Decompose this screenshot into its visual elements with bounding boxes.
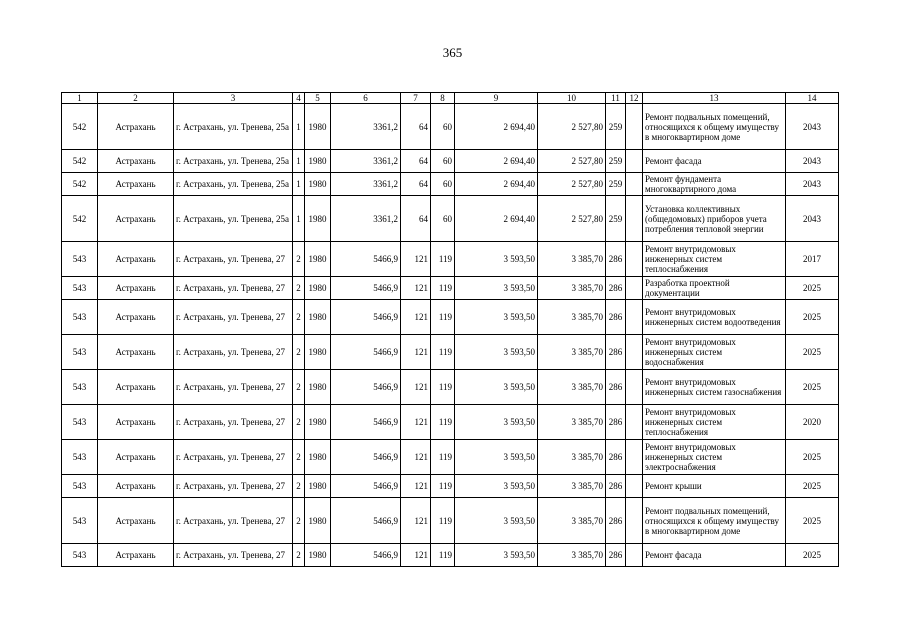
column-9-cell: 3 593,50 xyxy=(455,300,538,335)
row-number-cell: 543 xyxy=(62,300,98,335)
year-cell: 1980 xyxy=(305,335,331,370)
work-type-cell: Ремонт внутридомовых инженерных систем теплоснабжения xyxy=(643,405,786,440)
row-number-cell: 543 xyxy=(62,498,98,544)
column-9-cell: 3 593,50 xyxy=(455,440,538,475)
column-7-cell: 64 xyxy=(401,173,431,196)
floors-cell: 2 xyxy=(293,405,305,440)
row-number-cell: 542 xyxy=(62,150,98,173)
floors-cell: 2 xyxy=(293,370,305,405)
column-9-cell: 2 694,40 xyxy=(455,150,538,173)
column-header: 2 xyxy=(98,93,174,104)
address-cell: г. Астрахань, ул. Тренева, 27 xyxy=(174,498,293,544)
table-row xyxy=(62,173,839,196)
column-10-cell: 3 385,70 xyxy=(538,544,606,567)
year-cell: 1980 xyxy=(305,405,331,440)
work-type-cell: Разработка проектной документации xyxy=(643,277,786,300)
column-7-cell: 121 xyxy=(401,440,431,475)
term-year-cell: 2025 xyxy=(786,335,839,370)
address-cell: г. Астрахань, ул. Тренева, 27 xyxy=(174,335,293,370)
column-8-cell: 119 xyxy=(431,405,455,440)
column-8-cell: 119 xyxy=(431,544,455,567)
city-cell: Астрахань xyxy=(98,300,174,335)
column-11-cell: 286 xyxy=(606,440,626,475)
area-cell: 5466,9 xyxy=(331,475,401,498)
year-cell: 1980 xyxy=(305,277,331,300)
work-type-cell: Ремонт подвальных помещений, относящихся к общему имуществу в многоквартирном доме xyxy=(643,498,786,544)
work-type-cell: Ремонт внутридомовых инженерных систем водоснабжения xyxy=(643,335,786,370)
column-8-cell: 60 xyxy=(431,196,455,242)
column-11-cell: 286 xyxy=(606,277,626,300)
row-number-cell: 542 xyxy=(62,196,98,242)
address-cell: г. Астрахань, ул. Тренева, 25а xyxy=(174,173,293,196)
column-10-cell: 2 527,80 xyxy=(538,173,606,196)
column-7-cell: 121 xyxy=(401,370,431,405)
year-cell: 1980 xyxy=(305,300,331,335)
column-12-cell xyxy=(626,544,643,567)
row-number-cell: 543 xyxy=(62,544,98,567)
column-12-cell xyxy=(626,242,643,277)
floors-cell: 2 xyxy=(293,300,305,335)
column-10-cell: 3 385,70 xyxy=(538,300,606,335)
column-7-cell: 64 xyxy=(401,196,431,242)
year-cell: 1980 xyxy=(305,475,331,498)
column-11-cell: 286 xyxy=(606,475,626,498)
area-cell: 3361,2 xyxy=(331,104,401,150)
table-row xyxy=(62,150,839,173)
work-type-cell: Ремонт внутридомовых инженерных систем газоснабжения xyxy=(643,370,786,405)
column-7-cell: 121 xyxy=(401,242,431,277)
year-cell: 1980 xyxy=(305,370,331,405)
column-11-cell: 259 xyxy=(606,150,626,173)
floors-cell: 2 xyxy=(293,242,305,277)
column-9-cell: 3 593,50 xyxy=(455,405,538,440)
term-year-cell: 2020 xyxy=(786,405,839,440)
year-cell: 1980 xyxy=(305,104,331,150)
column-8-cell: 119 xyxy=(431,335,455,370)
column-8-cell: 119 xyxy=(431,242,455,277)
table-row xyxy=(62,405,839,440)
column-12-cell xyxy=(626,300,643,335)
term-year-cell: 2025 xyxy=(786,475,839,498)
floors-cell: 1 xyxy=(293,150,305,173)
column-10-cell: 2 527,80 xyxy=(538,150,606,173)
term-year-cell: 2043 xyxy=(786,173,839,196)
city-cell: Астрахань xyxy=(98,104,174,150)
column-12-cell xyxy=(626,173,643,196)
term-year-cell: 2025 xyxy=(786,300,839,335)
area-cell: 5466,9 xyxy=(331,370,401,405)
floors-cell: 2 xyxy=(293,544,305,567)
city-cell: Астрахань xyxy=(98,498,174,544)
column-8-cell: 119 xyxy=(431,440,455,475)
floors-cell: 1 xyxy=(293,196,305,242)
work-type-cell: Ремонт фасада xyxy=(643,150,786,173)
area-cell: 3361,2 xyxy=(331,173,401,196)
column-header: 13 xyxy=(643,93,786,104)
area-cell: 5466,9 xyxy=(331,300,401,335)
column-9-cell: 3 593,50 xyxy=(455,544,538,567)
column-8-cell: 119 xyxy=(431,300,455,335)
column-12-cell xyxy=(626,370,643,405)
column-header: 8 xyxy=(431,93,455,104)
column-11-cell: 286 xyxy=(606,370,626,405)
table-body xyxy=(62,104,839,567)
table-row xyxy=(62,242,839,277)
row-number-cell: 543 xyxy=(62,277,98,300)
column-7-cell: 121 xyxy=(401,544,431,567)
column-9-cell: 2 694,40 xyxy=(455,104,538,150)
column-11-cell: 286 xyxy=(606,405,626,440)
column-10-cell: 3 385,70 xyxy=(538,440,606,475)
address-cell: г. Астрахань, ул. Тренева, 27 xyxy=(174,242,293,277)
term-year-cell: 2017 xyxy=(786,242,839,277)
column-11-cell: 259 xyxy=(606,196,626,242)
work-type-cell: Ремонт внутридомовых инженерных систем электроснабжения xyxy=(643,440,786,475)
column-header: 10 xyxy=(538,93,606,104)
table-row xyxy=(62,335,839,370)
year-cell: 1980 xyxy=(305,544,331,567)
column-7-cell: 121 xyxy=(401,498,431,544)
area-cell: 5466,9 xyxy=(331,498,401,544)
row-number-cell: 543 xyxy=(62,242,98,277)
term-year-cell: 2025 xyxy=(786,498,839,544)
column-7-cell: 121 xyxy=(401,405,431,440)
column-11-cell: 286 xyxy=(606,498,626,544)
floors-cell: 1 xyxy=(293,104,305,150)
column-12-cell xyxy=(626,196,643,242)
address-cell: г. Астрахань, ул. Тренева, 25а xyxy=(174,196,293,242)
work-type-cell: Ремонт фасада xyxy=(643,544,786,567)
table-row xyxy=(62,196,839,242)
column-8-cell: 60 xyxy=(431,173,455,196)
area-cell: 5466,9 xyxy=(331,335,401,370)
address-cell: г. Астрахань, ул. Тренева, 27 xyxy=(174,405,293,440)
column-8-cell: 119 xyxy=(431,475,455,498)
column-9-cell: 3 593,50 xyxy=(455,242,538,277)
row-number-cell: 542 xyxy=(62,104,98,150)
column-11-cell: 286 xyxy=(606,335,626,370)
column-7-cell: 121 xyxy=(401,475,431,498)
column-12-cell xyxy=(626,150,643,173)
column-9-cell: 3 593,50 xyxy=(455,335,538,370)
column-12-cell xyxy=(626,498,643,544)
column-10-cell: 3 385,70 xyxy=(538,498,606,544)
city-cell: Астрахань xyxy=(98,370,174,405)
city-cell: Астрахань xyxy=(98,475,174,498)
column-11-cell: 286 xyxy=(606,544,626,567)
address-cell: г. Астрахань, ул. Тренева, 27 xyxy=(174,277,293,300)
address-cell: г. Астрахань, ул. Тренева, 25а xyxy=(174,104,293,150)
column-10-cell: 3 385,70 xyxy=(538,242,606,277)
table-row xyxy=(62,104,839,150)
city-cell: Астрахань xyxy=(98,335,174,370)
term-year-cell: 2025 xyxy=(786,544,839,567)
column-10-cell: 2 527,80 xyxy=(538,104,606,150)
column-9-cell: 3 593,50 xyxy=(455,370,538,405)
row-number-cell: 543 xyxy=(62,475,98,498)
work-type-cell: Ремонт внутридомовых инженерных систем теплоснабжения xyxy=(643,242,786,277)
column-header: 11 xyxy=(606,93,626,104)
column-10-cell: 3 385,70 xyxy=(538,475,606,498)
column-10-cell: 3 385,70 xyxy=(538,370,606,405)
column-header: 5 xyxy=(305,93,331,104)
city-cell: Астрахань xyxy=(98,173,174,196)
city-cell: Астрахань xyxy=(98,440,174,475)
floors-cell: 1 xyxy=(293,173,305,196)
table-row xyxy=(62,498,839,544)
row-number-cell: 543 xyxy=(62,335,98,370)
floors-cell: 2 xyxy=(293,277,305,300)
area-cell: 5466,9 xyxy=(331,544,401,567)
column-11-cell: 286 xyxy=(606,242,626,277)
year-cell: 1980 xyxy=(305,150,331,173)
row-number-cell: 543 xyxy=(62,405,98,440)
column-8-cell: 119 xyxy=(431,277,455,300)
term-year-cell: 2025 xyxy=(786,277,839,300)
column-12-cell xyxy=(626,440,643,475)
column-10-cell: 3 385,70 xyxy=(538,405,606,440)
column-9-cell: 3 593,50 xyxy=(455,475,538,498)
table-row xyxy=(62,370,839,405)
header-row xyxy=(62,93,839,104)
table-row xyxy=(62,475,839,498)
city-cell: Астрахань xyxy=(98,150,174,173)
column-header: 9 xyxy=(455,93,538,104)
term-year-cell: 2043 xyxy=(786,196,839,242)
column-header: 3 xyxy=(174,93,293,104)
column-12-cell xyxy=(626,104,643,150)
year-cell: 1980 xyxy=(305,242,331,277)
address-cell: г. Астрахань, ул. Тренева, 27 xyxy=(174,370,293,405)
floors-cell: 2 xyxy=(293,475,305,498)
year-cell: 1980 xyxy=(305,440,331,475)
city-cell: Астрахань xyxy=(98,277,174,300)
column-8-cell: 119 xyxy=(431,370,455,405)
column-12-cell xyxy=(626,405,643,440)
work-type-cell: Ремонт фундамента многоквартирного дома xyxy=(643,173,786,196)
work-type-cell: Установка коллективных (общедомовых) приборов учета потребления тепловой энергии xyxy=(643,196,786,242)
table-row xyxy=(62,440,839,475)
area-cell: 3361,2 xyxy=(331,196,401,242)
year-cell: 1980 xyxy=(305,173,331,196)
column-7-cell: 121 xyxy=(401,300,431,335)
column-10-cell: 2 527,80 xyxy=(538,196,606,242)
area-cell: 5466,9 xyxy=(331,277,401,300)
column-11-cell: 286 xyxy=(606,300,626,335)
row-number-cell: 543 xyxy=(62,370,98,405)
term-year-cell: 2025 xyxy=(786,370,839,405)
area-cell: 3361,2 xyxy=(331,150,401,173)
year-cell: 1980 xyxy=(305,196,331,242)
column-10-cell: 3 385,70 xyxy=(538,335,606,370)
year-cell: 1980 xyxy=(305,498,331,544)
column-7-cell: 121 xyxy=(401,335,431,370)
column-9-cell: 3 593,50 xyxy=(455,277,538,300)
city-cell: Астрахань xyxy=(98,405,174,440)
city-cell: Астрахань xyxy=(98,242,174,277)
work-type-cell: Ремонт подвальных помещений, относящихся к общему имуществу в многоквартирном доме xyxy=(643,104,786,150)
column-7-cell: 64 xyxy=(401,104,431,150)
column-12-cell xyxy=(626,475,643,498)
address-cell: г. Астрахань, ул. Тренева, 27 xyxy=(174,544,293,567)
column-12-cell xyxy=(626,335,643,370)
column-header: 7 xyxy=(401,93,431,104)
floors-cell: 2 xyxy=(293,440,305,475)
area-cell: 5466,9 xyxy=(331,440,401,475)
page-number: 365 xyxy=(442,45,463,60)
floors-cell: 2 xyxy=(293,498,305,544)
city-cell: Астрахань xyxy=(98,544,174,567)
column-10-cell: 3 385,70 xyxy=(538,277,606,300)
column-8-cell: 119 xyxy=(431,498,455,544)
column-7-cell: 64 xyxy=(401,150,431,173)
term-year-cell: 2043 xyxy=(786,104,839,150)
registry-table xyxy=(61,92,839,567)
column-8-cell: 60 xyxy=(431,150,455,173)
area-cell: 5466,9 xyxy=(331,405,401,440)
column-header: 6 xyxy=(331,93,401,104)
column-11-cell: 259 xyxy=(606,173,626,196)
column-9-cell: 3 593,50 xyxy=(455,498,538,544)
floors-cell: 2 xyxy=(293,335,305,370)
area-cell: 5466,9 xyxy=(331,242,401,277)
column-11-cell: 259 xyxy=(606,104,626,150)
work-type-cell: Ремонт крыши xyxy=(643,475,786,498)
table-row xyxy=(62,277,839,300)
column-header: 4 xyxy=(293,93,305,104)
column-12-cell xyxy=(626,277,643,300)
row-number-cell: 543 xyxy=(62,440,98,475)
column-8-cell: 60 xyxy=(431,104,455,150)
address-cell: г. Астрахань, ул. Тренева, 27 xyxy=(174,440,293,475)
column-header: 12 xyxy=(626,93,643,104)
address-cell: г. Астрахань, ул. Тренева, 27 xyxy=(174,300,293,335)
address-cell: г. Астрахань, ул. Тренева, 27 xyxy=(174,475,293,498)
table-row xyxy=(62,300,839,335)
column-9-cell: 2 694,40 xyxy=(455,196,538,242)
column-9-cell: 2 694,40 xyxy=(455,173,538,196)
table-row xyxy=(62,544,839,567)
column-7-cell: 121 xyxy=(401,277,431,300)
term-year-cell: 2025 xyxy=(786,440,839,475)
term-year-cell: 2043 xyxy=(786,150,839,173)
column-header: 1 xyxy=(62,93,98,104)
row-number-cell: 542 xyxy=(62,173,98,196)
address-cell: г. Астрахань, ул. Тренева, 25а xyxy=(174,150,293,173)
work-type-cell: Ремонт внутридомовых инженерных систем водоотведения xyxy=(643,300,786,335)
city-cell: Астрахань xyxy=(98,196,174,242)
column-header: 14 xyxy=(786,93,839,104)
